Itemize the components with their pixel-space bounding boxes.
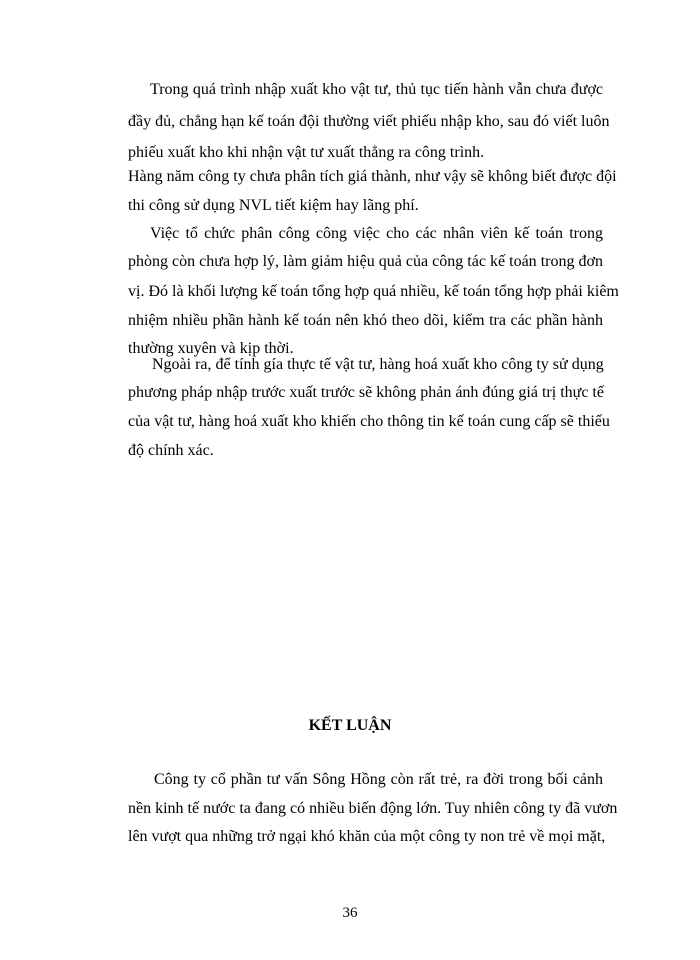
section-title: KẾT LUẬN [308,717,392,734]
paragraph-line: thường xuyên và kịp thời. [128,340,294,357]
paragraph-line: độ chính xác. [128,442,214,459]
paragraph-line: thi công sử dụng NVL tiết kiệm hay lãng phí. [128,197,419,214]
paragraph-line: Ngoài ra, để tính gía thực tế vật tư, hàng hoá xuất kho công ty sử dụng [152,356,604,373]
paragraph-line: Hàng năm công ty chưa phân tích giá thành, như vậy sẽ không biết được đội [128,168,617,185]
paragraph-line: Trong quá trình nhập xuất kho vật tư, thủ tục tiến hành vẫn chưa được [150,81,603,98]
paragraph-line: Việc tổ chức phân công công việc cho các nhân viên kế toán trong [150,225,603,242]
paragraph-line: phòng còn chưa hợp lý, làm giảm hiệu quả của công tác kế toán trong đơn [128,253,603,270]
paragraph-line: vị. Đó là khối lượng kế toán tổng hợp quá nhiều, kế toán tổng hợp phải kiêm [128,283,619,300]
paragraph-line: Công ty cổ phần tư vấn Sông Hồng còn rất trẻ, ra đời trong bối cảnh [154,771,603,788]
paragraph-line: phương pháp nhập trước xuất trước sẽ không phản ánh đúng giá trị thực tế [128,384,604,401]
paragraph-line: nhiệm nhiều phần hành kế toán nên khó theo dõi, kiểm tra các phần hành [128,312,603,329]
page-number: 36 [342,905,358,921]
paragraph-line: nền kinh tế nước ta đang có nhiều biến động lớn. Tuy nhiên công ty đã vươn [128,800,618,817]
paragraph-line: phiếu xuất kho khi nhận vật tư xuất thẳng ra công trình. [128,144,485,161]
paragraph-line: đầy đủ, chẳng hạn kế toán đội thường viết phiếu nhập kho, sau đó viết luôn [128,113,610,130]
paragraph-line: lên vượt qua những trở ngại khó khăn của một công ty non trẻ về mọi mặt, [128,828,606,845]
paragraph-line: của vật tư, hàng hoá xuất kho khiến cho thông tin kế toán cung cấp sẽ thiếu [128,413,610,430]
